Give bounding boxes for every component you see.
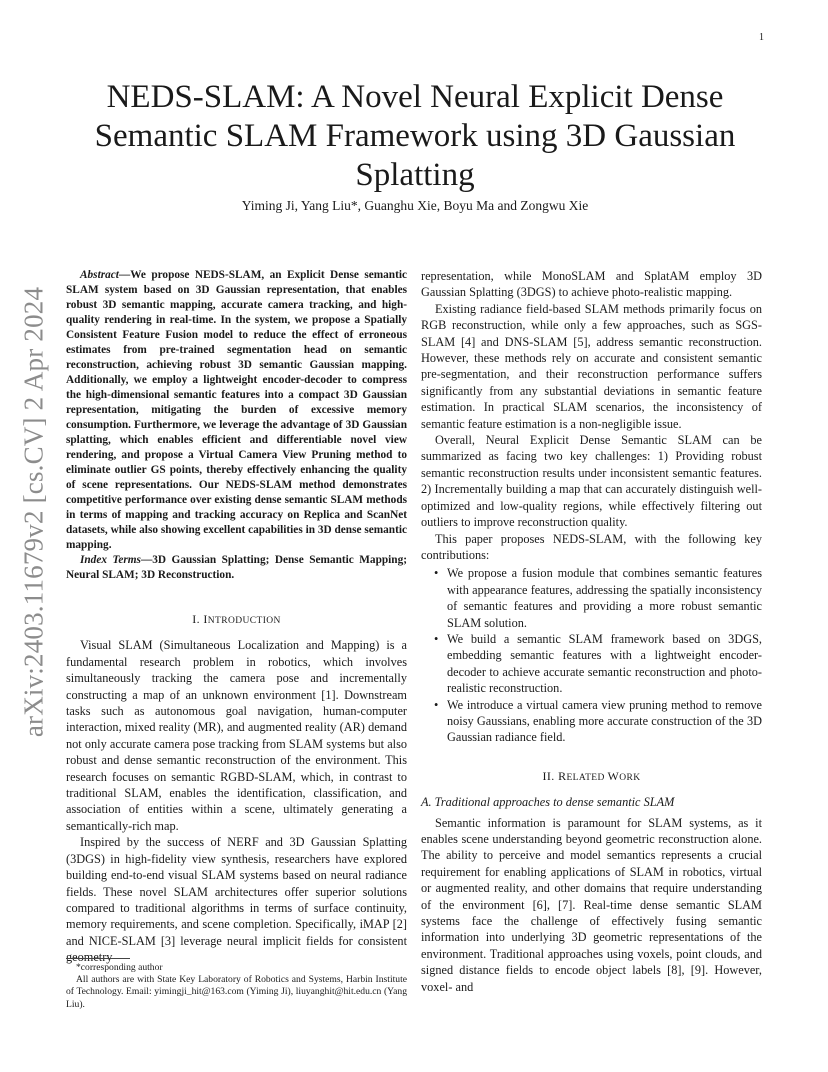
index-terms: Index Terms—3D Gaussian Splatting; Dense Semantic Mapping; Neural SLAM; 3D Reconstruction. — [66, 554, 407, 581]
index-terms-label: Index Terms — [80, 554, 141, 566]
footnote-divider — [66, 958, 130, 959]
right-paragraph-3: Overall, Neural Explicit Dense Semantic SLAM can be summarized as facing two key challenges: 1) Providing robust semantic reconstruction results under inconsistent semantic features. 2) Incrementally building a map that can accurately distinguish well-optimized and low-quality regions, while effectively filtering out outliers to improve reconstruction quality. — [421, 433, 762, 530]
section-number: II. — [542, 768, 555, 783]
right-paragraph-1: representation, while MonoSLAM and SplatAM employ 3D Gaussian Splatting (3DGS) to achieve photo-realistic mapping. — [421, 269, 762, 300]
page-number: 1 — [759, 32, 764, 43]
footnote-affiliation: All authors are with State Key Laboratory of Robotics and Systems, Harbin Institute of Technology. Email: yimingji_hit@163.com (Yiming Ji), liuyanghit@hit.edu.cn (Yang Liu). — [66, 974, 407, 1010]
section-initial: W — [607, 768, 620, 783]
left-column — [66, 268, 407, 966]
intro-paragraph-1: Visual SLAM (Simultaneous Localization and Mapping) is a fundamental research problem in robotics, which involves simultaneously tracking the camera pose and incrementally constructing a map of an unknown environment [1]. Downstream tasks such as autonomous goal navigation, human-computer interaction, mixed reality (MR), and augmented reality (AR) demand not only accurate camera pose tracking from SLAM systems but also robust and dense semantic reconstruction of the environment. This research focuses on semantic RGBD-SLAM, which, in contrast to traditional SLAM, enables the identification, classification, and association of entities within a scene, ultimately generating a semantically-rich map. — [66, 638, 407, 833]
section-initial: I — [203, 612, 208, 626]
footnote-corresponding: *corresponding author — [76, 962, 163, 973]
subsection-heading: A. Traditional approaches to dense semantic SLAM — [421, 795, 675, 810]
paper-title: NEDS-SLAM: A Novel Neural Explicit Dense Semantic SLAM Framework using 3D Gaussian Splatting — [94, 79, 736, 193]
intro-paragraph-2: Inspired by the success of NERF and 3D Gaussian Splatting (3DGS) in high-fidelity view synthesis, researchers have explored building end-to-end visual SLAM systems based on neural radiance fields. These novel SLAM architectures offer superior solutions compared to traditional algorithms in terms of surface continuity, memory requirements, and scene completion. Specifically, iMAP [2] and NICE-SLAM [3] leverage neural implicit fields for consistent geometry — [66, 835, 407, 965]
related-work-paragraph: Semantic information is paramount for SLAM systems, as it enables scene understanding beyond geometric reconstruction alone. The ability to perceive and model semantics represents a crucial requirement for enabling applications of SLAM in robotics, virtual or augmented reality, and other domains that require understanding of the environment [6], [7]. Real-time dense semantic SLAM systems face the challenge of effectively fusing semantic information into underlying 3D geometric representations of the environment. Traditional approaches using voxels, point clouds, and signed distance fields to encode object labels [8], [9]. However, voxel- and — [421, 815, 762, 994]
section-initial: R — [558, 768, 567, 783]
contributions-list — [421, 565, 762, 745]
right-paragraph-4: This paper proposes NEDS-SLAM, with the following key contributions: — [421, 531, 762, 562]
index-terms-text: 3D Gaussian Splatting; Dense Semantic Mapping; Neural SLAM; 3D Reconstruction. — [66, 554, 407, 581]
arxiv-stamp — [14, 262, 54, 762]
section-number: I. — [192, 612, 200, 626]
abstract-text: We propose NEDS-SLAM, an Explicit Dense semantic SLAM system based on 3D Gaussian representation, that enables robust 3D semantic mapping, accurate camera tracking, and high-quality rendering in real-time. In the system, we propose a Spatially Consistent Feature Fusion model to reduce the effect of erroneous estimates from pre-trained segmentation head on semantic reconstruction, achieving robust 3D semantic Gaussian mapping. Additionally, we employ a lightweight encoder-decoder to compress the high-dimensional semantic features into a compact 3D Gaussian representation, mitigating the burden of excessive memory consumption. Furthermore, we leverage the advantage of 3D Gaussian splatting, which enables efficient and differentiable novel view rendering, and propose a Virtual Camera View Pruning method to eliminate outlier GS points, thereby effectively enhancing the quality of scene representations. Our NEDS-SLAM method demonstrates competitive performance over existing dense semantic SLAM methods in terms of mapping and tracking accuracy on Replica and ScanNet datasets, while also showing excellent capabilities in 3D dense semantic mapping. — [66, 269, 407, 551]
list-item: • We build a semantic SLAM framework based on 3DGS, embedding semantic features with a lightweight encoder-decoder to achieve accurate semantic reconstruction and photo-realistic reconstruction. — [421, 631, 762, 697]
right-column — [421, 268, 762, 995]
arxiv-identifier: arXiv:2403.11679v2 [cs.CV] 2 Apr 2024 — [18, 286, 49, 738]
abstract-label: Abstract — [80, 269, 119, 281]
section-heading-introduction — [66, 611, 407, 629]
list-item: • We propose a fusion module that combines semantic features with appearance features, addressing the spatially inconsistency of semantic features and providing a more robust semantic SLAM solution. — [421, 565, 762, 631]
abstract: Abstract—We propose NEDS-SLAM, an Explicit Dense semantic SLAM system based on 3D Gaussian representation, that enables robust 3D semantic mapping, accurate camera tracking, and high-quality rendering in real-time. In the system, we propose a Spatially Consistent Feature Fusion model to reduce the effect of erroneous estimates from pre-trained segmentation head on semantic reconstruction, achieving robust 3D semantic Gaussian mapping. Additionally, we employ a lightweight encoder-decoder to compress the high-dimensional semantic features into a compact 3D Gaussian representation, mitigating the burden of excessive memory consumption. Furthermore, we leverage the advantage of 3D Gaussian splatting, which enables efficient and differentiable novel view rendering, and propose a Virtual Camera View Pruning method to eliminate outlier GS points, thereby effectively enhancing the quality of scene representations. Our NEDS-SLAM method demonstrates competitive performance over existing dense semantic SLAM methods in terms of mapping and tracking accuracy on Replica and ScanNet datasets, while also showing excellent capabilities in 3D dense semantic mapping. — [66, 269, 407, 551]
list-item: • We introduce a virtual camera view pruning method to remove noisy Gaussians, enabling more accurate construction of the 3D Gaussian radiance field. — [421, 697, 762, 746]
footnotes — [66, 962, 407, 1011]
right-paragraph-2: Existing radiance field-based SLAM methods primarily focus on RGB reconstruction, while only a few approaches, such as SGS-SLAM [4] and DNS-SLAM [5], address semantic reconstruction. However, these methods rely on accurate and consistent semantic pre-segmentation, and their reconstruction performance suffers significantly from any substantial deviations in semantic feature estimation. In practical SLAM scenarios, the inconsistency of semantic feature estimation is a non-negligible issue. — [421, 301, 762, 431]
section-title-rest: ORK — [619, 772, 641, 783]
section-title-rest: NTRODUCTION — [207, 616, 281, 626]
section-title-rest: ELATED — [566, 772, 608, 783]
author-list: Yiming Ji, Yang Liu*, Guanghu Xie, Boyu Ma and Zongwu Xie — [241, 198, 589, 213]
section-heading-related-work — [421, 768, 762, 786]
